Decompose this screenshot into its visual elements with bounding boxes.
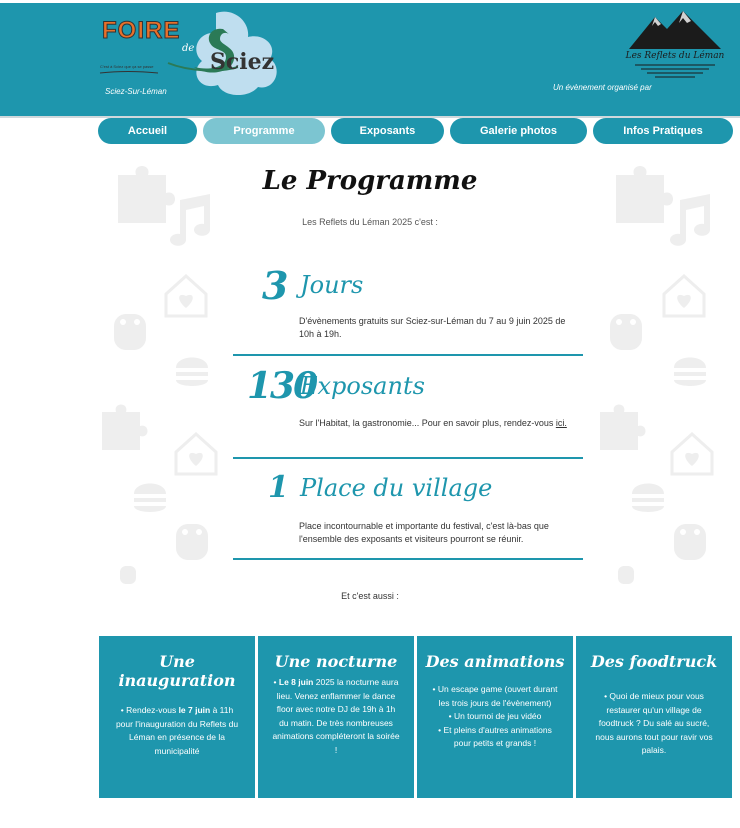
house-heart-bg-icon-2 bbox=[172, 430, 220, 476]
nav-programme[interactable]: Programme bbox=[203, 118, 325, 144]
card-animations bbox=[417, 636, 573, 798]
page-title: Le Programme bbox=[262, 166, 478, 196]
stat-word-exposants: Exposants bbox=[300, 372, 425, 400]
house-heart-bg-icon-r bbox=[660, 272, 708, 318]
stat-divider bbox=[233, 457, 583, 459]
nav-infos-pratiques[interactable]: Infos Pratiques bbox=[593, 118, 733, 144]
house-heart-bg-icon bbox=[162, 272, 210, 318]
reflets-du-leman-logo[interactable] bbox=[625, 9, 725, 79]
android-bg-icon-r bbox=[606, 300, 646, 356]
card-title: Une inauguration bbox=[118, 652, 236, 690]
card-list-item bbox=[272, 676, 400, 757]
card-title: Des foodtruck bbox=[590, 652, 718, 671]
burger-bg-icon bbox=[172, 350, 212, 390]
stat-desc-exposants-text: Sur l'Habitat, la gastronomie... Pour en savoir plus, rendez-vous bbox=[299, 418, 556, 428]
card-foodtruck bbox=[576, 636, 732, 798]
android-bg-icon-3 bbox=[118, 560, 138, 588]
nav-galerie-photos[interactable]: Galerie photos bbox=[450, 118, 587, 144]
card-list-item bbox=[113, 704, 241, 758]
puzzle-bg-icon-2 bbox=[96, 400, 156, 460]
exposants-ici-link[interactable]: ici. bbox=[555, 418, 567, 428]
logo-tagline: C'est à Sciez que ça se passe bbox=[100, 64, 154, 69]
stat-word-place: Place du village bbox=[300, 474, 493, 502]
stat-desc-place: Place incontournable et importante du festival, c'est là-bas que l'ensemble des exposants et visiteurs pourront se réunir. bbox=[299, 521, 549, 544]
stat-number-exposants: 130 bbox=[247, 365, 317, 407]
main-nav bbox=[0, 118, 740, 146]
stat-word-days: Jours bbox=[300, 271, 364, 299]
burger-bg-icon-2 bbox=[130, 476, 170, 516]
logo-sciez-text: Sciez bbox=[210, 49, 275, 75]
stat-desc-exposants bbox=[299, 417, 569, 430]
android-bg-icon-r3 bbox=[670, 510, 710, 566]
android-bg-icon-r4 bbox=[616, 560, 636, 588]
stat-desc-days: D'évènements gratuits sur Sciez-sur-Léman du 7 au 9 juin 2025 de 10h à 19h. bbox=[299, 316, 566, 339]
card-list-item: • Et pleins d'autres animations pour petits et grands ! bbox=[431, 724, 559, 751]
card-title: Une nocturne bbox=[274, 652, 398, 671]
organizer-text: Un évènement organisé par bbox=[553, 83, 652, 92]
card-body bbox=[590, 690, 718, 758]
card-body bbox=[431, 683, 559, 751]
aussi-text: Et c'est aussi : bbox=[341, 591, 399, 601]
card-list-item: • Un escape game (ouvert durant les trois jours de l'évènement) bbox=[431, 683, 559, 710]
water-lines-icon bbox=[625, 63, 725, 83]
site-header bbox=[0, 3, 740, 118]
stat-divider bbox=[233, 558, 583, 560]
mountains-logo-icon bbox=[625, 9, 725, 51]
burger-bg-icon-r2 bbox=[628, 476, 668, 516]
android-bg-icon bbox=[110, 300, 150, 356]
card-text: Rendez-vous bbox=[126, 705, 179, 715]
intro-text: Les Reflets du Léman 2025 c'est : bbox=[302, 217, 438, 227]
card-nocturne bbox=[258, 636, 414, 798]
card-text: à 11h pour l'inauguration du Reflets du Léman en présence de la municipalité bbox=[115, 705, 239, 756]
house-heart-bg-icon-r2 bbox=[668, 430, 716, 476]
stat-number-place: 1 bbox=[268, 470, 289, 505]
nav-accueil[interactable]: Accueil bbox=[98, 118, 197, 144]
reflets-logo-text: Les Reflets du Léman bbox=[625, 51, 725, 61]
stat-number-days: 3 bbox=[262, 263, 289, 308]
card-list-item: • Un tournoi de jeu vidéo bbox=[431, 710, 559, 724]
nav-exposants[interactable]: Exposants bbox=[331, 118, 444, 144]
location-text: Sciez-Sur-Léman bbox=[105, 87, 167, 96]
stat-divider bbox=[233, 354, 583, 356]
card-bold-text: le 7 juin bbox=[178, 705, 211, 715]
burger-bg-icon-r bbox=[670, 350, 710, 390]
foire-de-sciez-logo[interactable] bbox=[98, 11, 288, 99]
card-text: 2025 la nocturne aura lieu. Venez enflammer le dance floor avec notre DJ de 19h à 1h du matin. De très nombreuses animations compléteront la soirée ! bbox=[272, 677, 400, 755]
logo-de-text: de bbox=[182, 43, 195, 54]
card-body bbox=[113, 704, 241, 758]
card-list-item: • Quoi de mieux pour vous restaurer qu'un village de foodtruck ? Du salé au sucré, nous aurons tout pour ravir vos palais. bbox=[590, 690, 718, 758]
card-body bbox=[272, 676, 400, 757]
android-bg-icon-2 bbox=[172, 510, 212, 566]
card-title: Des animations bbox=[425, 652, 565, 671]
card-bold-text: Le 8 juin bbox=[278, 677, 314, 687]
card-inauguration bbox=[99, 636, 255, 798]
logo-foire-text: FOIRE bbox=[102, 17, 181, 44]
puzzle-bg-icon-r2 bbox=[594, 400, 654, 460]
